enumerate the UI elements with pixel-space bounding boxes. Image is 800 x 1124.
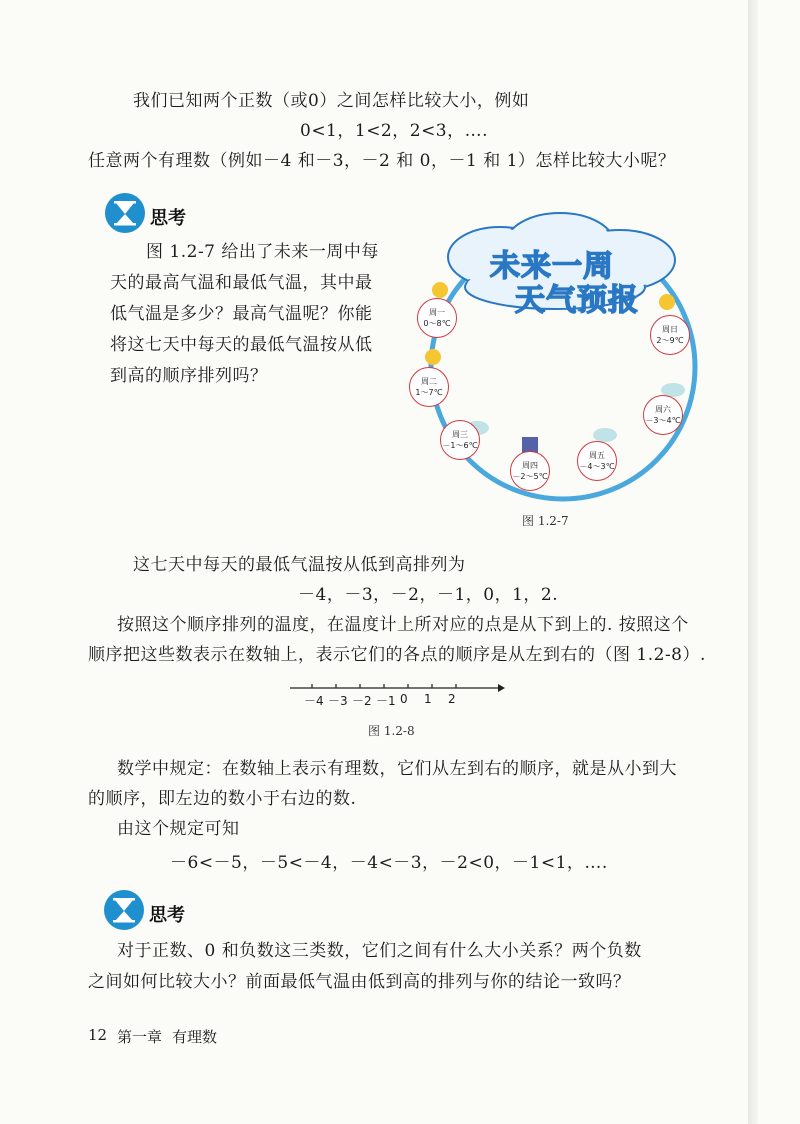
rule-line-1: 数学中规定：在数轴上表示有理数，它们从左到右的顺序，就是从小到大 — [117, 759, 677, 779]
day-name: 周三 — [452, 430, 468, 439]
day-name: 周一 — [429, 308, 445, 317]
body-p2-line-2: 顺序把这些数表示在数轴上，表示它们的各点的顺序是从左到右的（图 1.2-8）. — [88, 645, 706, 665]
page-edge — [748, 0, 758, 1124]
forecast-title-line-1: 未来一周 — [490, 249, 614, 284]
day-temp: －1～6℃ — [442, 441, 478, 450]
axis-tick-label: －2 — [352, 694, 372, 708]
intro-line-1: 我们已知两个正数（或0）之间怎样比较大小，例如 — [133, 91, 530, 111]
think1-line-5: 到高的顺序排列吗？ — [110, 366, 268, 386]
day-temp: 2～9℃ — [656, 336, 684, 345]
weather-forecast-figure — [405, 205, 710, 505]
day-bubble-thu — [510, 451, 550, 491]
think-label: 思考 — [149, 905, 185, 926]
think2-line-1: 对于正数、0 和负数这三类数，它们之间有什么大小关系？两个负数 — [117, 941, 642, 961]
intro-line-3: 任意两个有理数（例如－4 和－3，－2 和 0，－1 和 1）怎样比较大小呢？ — [88, 151, 676, 171]
think1-line-3: 低气温是多少？最高气温呢？你能 — [110, 304, 373, 324]
axis-tick-label: 0 — [400, 692, 408, 706]
day-name: 周五 — [589, 451, 605, 460]
figure-caption-1-2-8: 图 1.2-8 — [368, 724, 415, 738]
axis-tick-label: －4 — [304, 694, 324, 708]
body-p3: 由这个规定可知 — [117, 819, 240, 839]
day-name: 周四 — [522, 461, 538, 470]
day-name: 周六 — [655, 405, 671, 414]
day-temp: －2～5℃ — [512, 472, 548, 481]
think-icon — [104, 890, 144, 930]
chapter-label: 第一章 — [117, 1028, 163, 1046]
number-line — [290, 678, 505, 718]
day-bubble-tue — [409, 367, 449, 407]
day-temp: －3～4℃ — [645, 416, 681, 425]
think2-line-2: 之间如何比较大小？前面最低气温由低到高的排列与你的结论一致吗？ — [88, 972, 631, 992]
temperature-sequence: －4，－3，－2，－1，0，1，2. — [298, 585, 559, 605]
day-name: 周二 — [421, 377, 437, 386]
body-p2-line-1: 按照这个顺序排列的温度，在温度计上所对应的点是从下到上的. 按照这个 — [117, 615, 689, 635]
day-temp: －4～3℃ — [579, 462, 615, 471]
axis-tick-label: －3 — [328, 694, 348, 708]
think1-line-4: 将这七天中每天的最低气温按从低 — [110, 335, 373, 355]
think1-line-2: 天的最高气温和最低气温，其中最 — [110, 273, 373, 293]
page-number: 12 — [88, 1026, 108, 1044]
day-bubble-sun — [650, 315, 690, 355]
axis-tick-label: －1 — [376, 694, 396, 708]
day-bubble-fri — [577, 441, 617, 481]
day-bubble-sat — [643, 395, 683, 435]
chapter-title: 有理数 — [172, 1028, 218, 1046]
forecast-title-line-2: 天气预报 — [515, 283, 639, 318]
axis-tick-label: 1 — [424, 692, 432, 706]
day-temp: 0～8℃ — [423, 319, 451, 328]
axis-tick-label: 2 — [448, 692, 456, 706]
think-icon — [105, 193, 145, 233]
day-name: 周日 — [662, 325, 678, 334]
think-label: 思考 — [150, 208, 186, 229]
day-bubble-wed — [440, 420, 480, 460]
intro-line-2: 0<1，1<2，2<3，…. — [300, 121, 489, 141]
day-temp: 1～7℃ — [415, 388, 443, 397]
think1-line-1: 图 1.2-7 给出了未来一周中每 — [146, 242, 379, 262]
day-bubble-mon — [417, 298, 457, 338]
body-p1: 这七天中每天的最低气温按从低到高排列为 — [133, 555, 466, 575]
inequalities: －6<－5，－5<－4，－4<－3，－2<0，－1<1，…. — [170, 853, 608, 873]
figure-caption-1-2-7: 图 1.2-7 — [522, 514, 569, 528]
rule-line-2: 的顺序，即左边的数小于右边的数. — [88, 789, 357, 809]
